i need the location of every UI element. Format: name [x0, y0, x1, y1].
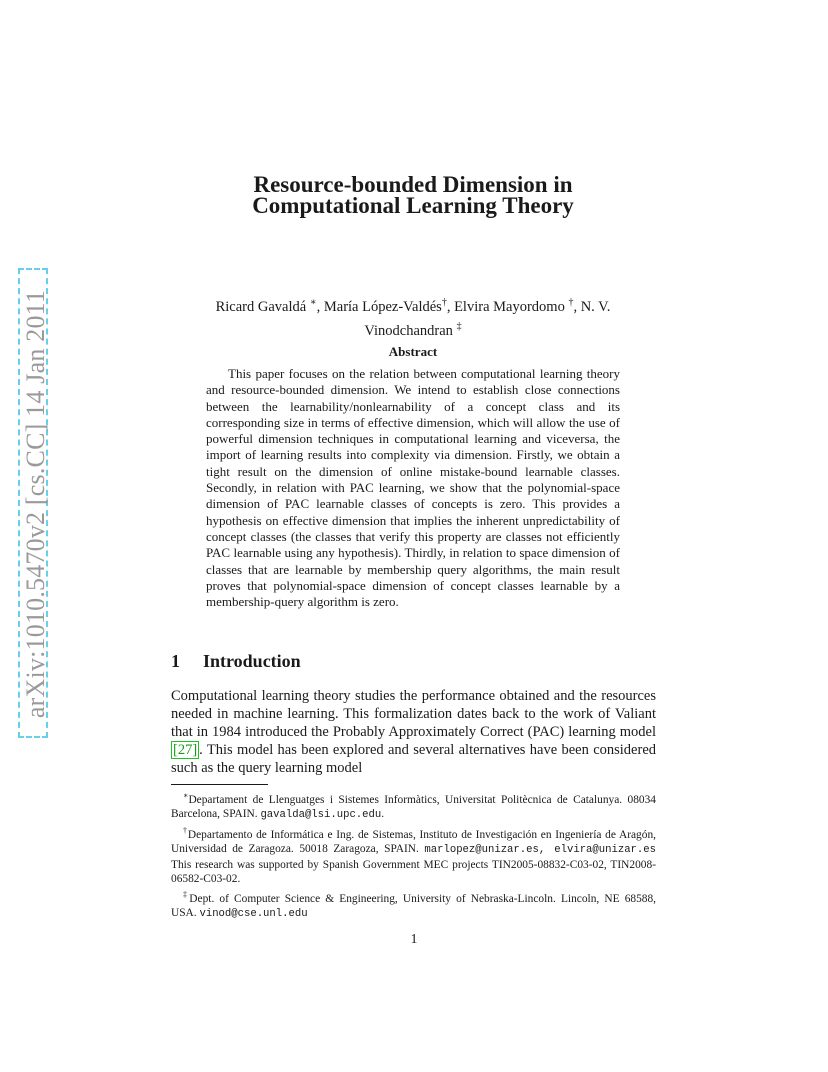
- section-number: 1: [171, 651, 180, 671]
- citation-link[interactable]: [27]: [173, 742, 198, 759]
- paper-title: [150, 174, 676, 216]
- author-list: Ricard Gavaldá ∗, María López-Valdés†, Elvira Mayordomo †, N. V. Vinodchandran ‡: [215, 297, 611, 339]
- author-vinodchandran-initials: N. V.: [580, 298, 611, 315]
- author-lopez-valdes: María López-Valdés: [323, 298, 442, 315]
- arxiv-stamp: arXiv:1010.5470v2 [cs.CC] 14 Jan 2011: [21, 289, 50, 719]
- footnote-text: .: [381, 808, 385, 821]
- section-title: Introduction: [203, 651, 301, 671]
- footnote-1: [171, 789, 656, 822]
- footnote-text: Dept. of Computer Science & Engineering, University of Nebraska-Lincoln. Lincoln, NE 68588, USA.: [171, 893, 657, 920]
- intro-text: . This model has been explored and several alternatives have been considered such as the query learning model: [171, 742, 656, 777]
- author-gavalda: Ricard Gavaldá: [215, 298, 307, 315]
- footnote-2: [171, 824, 656, 886]
- author-mayordomo: Elvira Mayordomo: [454, 298, 565, 315]
- abstract-body: This paper focuses on the relation between computational learning theory and resource-bounded dimension. We intend to establish close connections between the learnability/nonlearnability of a concept class and its corresponding size in terms of effective dimension, which will allow the use of powerful dimension techniques in computational learning and viceversa, the import of learning results into complexity via dimension. Firstly, we obtain a tight result on the dimension of online mistake-bound learnable classes. Secondly, in relation with PAC learning, we show that the polynomial-space dimension of PAC learnable classes of concepts is zero. This provides a hypothesis on effective dimension that implies the inherent unpredictability of concept classes (the classes that verify this property are classes not efficiently PAC learnable using any hypothesis). Thirdly, in relation to space dimension of classes that are learnable by membership query algorithms, the main result proves that polynomial-space dimension of concept classes learnable by a membership-query algorithm is zero.: [206, 366, 620, 610]
- footnote-mark: †: [183, 826, 188, 836]
- footnote-email: gavalda@lsi.upc.edu: [260, 809, 382, 822]
- footnote-3: [171, 888, 656, 921]
- footnote-mark: ‡: [183, 890, 190, 900]
- footnote-mark: ∗: [183, 791, 189, 800]
- author-mark: ∗: [309, 297, 317, 308]
- footnote-email: marlopez@unizar.es, elvira@unizar.es: [424, 844, 656, 857]
- footnotes: [171, 789, 656, 924]
- abstract-heading: Abstract: [388, 344, 438, 359]
- author-mark: †: [441, 297, 447, 308]
- footnote-rule: [171, 784, 268, 785]
- title-line-2: Computational Learning Theory: [252, 193, 574, 218]
- intro-paragraph: [171, 687, 656, 777]
- title-line-1: Resource-bounded Dimension in: [253, 172, 573, 197]
- footnote-text: Departamento de Informática e Ing. de Sistemas, Instituto de Investigación en Ingeniería de Aragón, Universidad de Zaragoza. 50018 Zaragoza, SPAIN.: [171, 829, 656, 856]
- section-heading: [171, 651, 301, 672]
- author-vinodchandran: Vinodchandran: [364, 322, 453, 339]
- author-mark: †: [568, 297, 574, 308]
- intro-text: Computational learning theory studies the performance obtained and the resources needed in machine learning. This formalization dates back to the work of Valiant that in 1984 introduced the Probably Approximately Correct (PAC) learning model: [171, 688, 656, 741]
- footnote-email: vinod@cse.unl.edu: [199, 908, 308, 921]
- footnote-text: Departament de Llenguatges i Sistemes Informàtics, Universitat Politècnica de Catalunya. 08034 Barcelona, SPAIN.: [171, 793, 656, 821]
- page-number: 1: [410, 932, 418, 947]
- author-mark: ‡: [456, 320, 462, 332]
- footnote-text: This research was supported by Spanish Government MEC projects TIN2005-08832-C03-02, TIN2008-06582-C03-02.: [171, 858, 656, 886]
